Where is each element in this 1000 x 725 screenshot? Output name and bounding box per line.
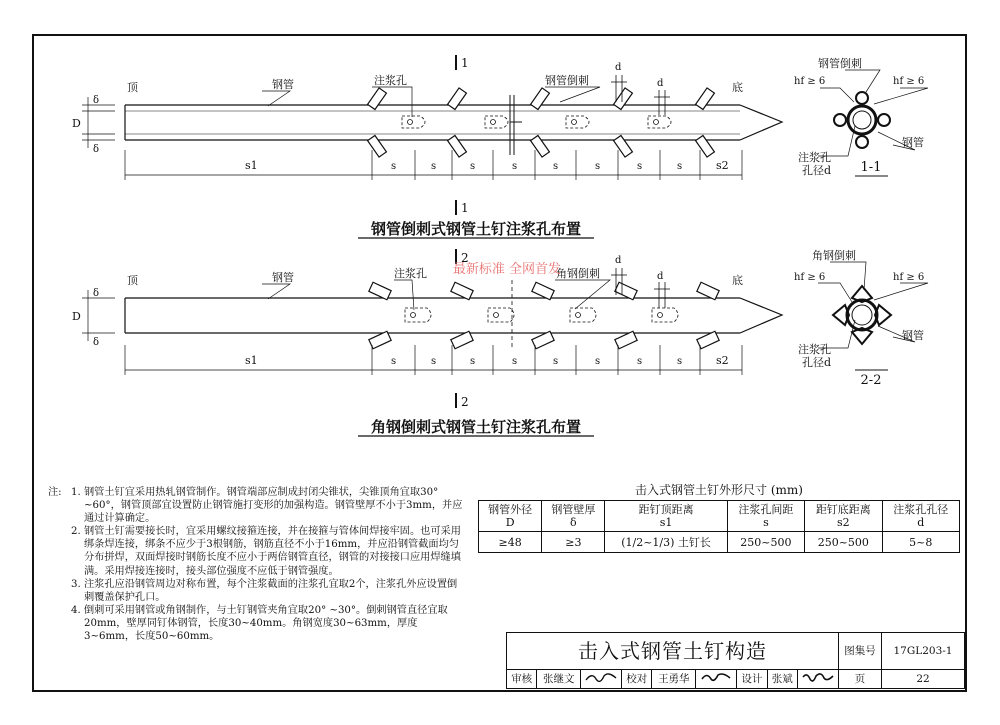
section2-label-hf-right: hf ≥ 6 (893, 272, 925, 283)
section2-label-grout-hole: 注浆孔 (798, 343, 831, 356)
header-cell (479, 501, 542, 532)
label-s-1h: s (677, 161, 683, 172)
header-name: 钢管外径 (488, 503, 533, 516)
reviewer-signature (581, 670, 622, 689)
signature-mark (699, 671, 733, 683)
caption-2: 角钢倒刺式钢管土钉注浆孔布置 (370, 418, 582, 436)
note-item: 1. 钢管土钉宜采用热轧钢管制作。钢管端部应制成封闭尖锥状，尖锥顶角宜取30° ~60°，钢管顶部宜设置防止钢管施打变形的加强构造。钢管壁厚不小于3mm，并应通过计算确定。 (84, 486, 463, 525)
header-cell (605, 501, 727, 532)
label-barb-2: 角钢倒刺 (556, 267, 600, 280)
dimension-table-block (478, 480, 960, 553)
label-grout-hole-2: 注浆孔 (394, 267, 427, 280)
title-block (506, 632, 965, 689)
label-s2-1: s2 (716, 159, 729, 172)
label-d-1a: d (615, 62, 622, 73)
designer-name: 张斌 (767, 670, 797, 689)
note-item: 2. 钢管土钉需要接长时，宜采用螺纹接箍连接，并在接箍与管体间焊接牢固。也可采用绑条焊连接，绑条不应少于3根钢筋，钢筋直径不小于16mm，并应沿钢管截面均匀分布拼焊，双面焊接时钢筋长度不应小于两倍钢管直径，钢管的对接接口应用焊缝填满。采用焊接连接时，接头部位强度不应低于钢管强度。 (84, 525, 463, 577)
label-pipe-2: 钢管 (272, 271, 294, 284)
label-bottom-2: 底 (732, 274, 743, 287)
header-name: 钢管壁厚 (551, 503, 596, 516)
label-s-1f: s (595, 161, 601, 172)
review-label: 审核 (507, 670, 537, 689)
header-symbol: s2 (836, 516, 850, 529)
section1-label-hole-dia: 孔径d (802, 164, 832, 177)
label-top-2: 顶 (127, 274, 138, 287)
label-bottom-1: 底 (732, 81, 743, 94)
page-number: 22 (882, 670, 965, 689)
label-s-1d: s (512, 161, 518, 172)
table-cell: 250~500 (805, 532, 882, 553)
leader-lines-2 (262, 280, 610, 310)
header-cell (882, 501, 959, 532)
barbs-1 (368, 88, 715, 157)
label-grout-hole-1: 注浆孔 (374, 74, 407, 87)
notes-block (48, 486, 463, 643)
design-label: 设计 (737, 670, 767, 689)
leader-lines-1 (262, 87, 600, 117)
label-pipe-1: 钢管 (272, 78, 294, 91)
section2-label-hole-dia: 孔径d (802, 356, 832, 369)
label-D-1: D (72, 117, 81, 130)
checker-name: 王勇华 (652, 670, 696, 689)
title-block-table (506, 632, 965, 689)
note-item: 4. 倒刺可采用钢管或角钢制作，与土钉钢管夹角宜取20° ~30°。倒刺钢管直径宜取20mm，壁厚同钉体钢管，长度30~40mm。角钢宽度30~63mm，厚度3~6mm，长度50~60mm。 (84, 604, 463, 643)
header-cell (542, 501, 605, 532)
section2-title: 2-2 (860, 373, 882, 388)
table-header-row (479, 501, 960, 532)
label-s-2c: s (470, 356, 476, 367)
header-name: 距钉顶距离 (638, 503, 694, 516)
table-cell: (1/2~1/3) 土钉长 (605, 532, 727, 553)
section1-label-hf-right: hf ≥ 6 (893, 76, 925, 87)
section2-label-hf-left: hf ≥ 6 (794, 272, 826, 283)
header-symbol: d (917, 516, 925, 529)
section2-label-pipe: 钢管 (902, 329, 924, 342)
label-s1-2: s1 (245, 354, 258, 367)
drawing-1 (82, 55, 782, 238)
label-s-2g: s (637, 356, 643, 367)
label-s-2f: s (595, 356, 601, 367)
header-symbol: s1 (659, 516, 673, 529)
label-top-1: 顶 (127, 81, 138, 94)
section1-label-grout-hole: 注浆孔 (798, 151, 831, 164)
dimension-table-title: 击入式钢管土钉外形尺寸 (mm) (635, 483, 803, 497)
label-D-2: D (72, 310, 81, 323)
check-label: 校对 (622, 670, 652, 689)
label-s-2e: s (553, 356, 559, 367)
header-cell (727, 501, 804, 532)
label-s2-2: s2 (716, 354, 729, 367)
section-1-1-labels (794, 56, 924, 177)
table-cell: ≥48 (479, 532, 542, 553)
table-cell: 5~8 (882, 532, 959, 553)
header-name: 注浆孔孔径 (893, 503, 949, 516)
header-name: 注浆孔间距 (738, 503, 794, 516)
section1-title: 1-1 (860, 160, 882, 175)
checker-signature (696, 670, 737, 689)
notes-heading: 注: (48, 487, 62, 498)
drawing-title: 击入式钢管土钉构造 (507, 633, 839, 670)
label-s-1b: s (431, 161, 437, 172)
note-item: 3. 注浆孔应沿钢管周边对称布置，每个注浆截面的注浆孔宜取2个，注浆孔外应设置倒刺覆盖保护孔口。 (84, 578, 463, 604)
label-delta-2b: δ (93, 337, 100, 348)
label-delta-2a: δ (93, 288, 100, 299)
drawing-2 (82, 249, 782, 436)
header-symbol: D (505, 516, 515, 529)
section-mark-1-top: 1 (461, 56, 469, 70)
caption-1: 钢管倒刺式钢管土钉注浆孔布置 (370, 220, 582, 238)
label-d-2b: d (657, 271, 664, 282)
label-s-1g: s (637, 161, 643, 172)
label-s1-1: s1 (245, 159, 258, 172)
table-row (479, 532, 960, 553)
section-mark-2-top: 2 (461, 251, 469, 265)
signature-mark (584, 671, 618, 683)
label-barb-1: 钢管倒刺 (545, 74, 589, 87)
header-symbol: s (763, 516, 769, 529)
label-s-1e: s (553, 161, 559, 172)
label-delta-1b: δ (93, 144, 100, 155)
label-delta-1a: δ (93, 95, 100, 106)
header-symbol: δ (570, 516, 577, 529)
header-cell (805, 501, 882, 532)
label-d-1b: d (657, 78, 664, 89)
table-cell: 250~500 (727, 532, 804, 553)
section-mark-1-bottom: 1 (461, 201, 469, 215)
label-s-1c: s (470, 161, 476, 172)
drawing-1-labels (72, 56, 743, 238)
grout-holes-1 (402, 116, 671, 128)
grout-holes-2 (405, 308, 678, 322)
watermark-text: 最新标准 全网首发 (452, 262, 562, 277)
table-cell: ≥3 (542, 532, 605, 553)
drawing-2-labels (72, 251, 743, 436)
header-name: 距钉底距离 (815, 503, 871, 516)
designer-signature (798, 670, 839, 689)
section1-label-pipe: 钢管 (902, 136, 924, 149)
label-s-2b: s (431, 356, 437, 367)
section-mark-2-bottom: 2 (461, 395, 469, 409)
reviewer-name: 张继文 (537, 670, 581, 689)
section1-label-barb: 钢管倒刺 (818, 57, 862, 70)
dimension-table (478, 500, 960, 553)
signature-mark (801, 671, 835, 683)
label-s-2h: s (677, 356, 683, 367)
atlas-number: 17GL203-1 (882, 633, 965, 670)
label-d-2a: d (615, 255, 622, 266)
section1-label-hf-left: hf ≥ 6 (794, 76, 826, 87)
page-label: 页 (839, 670, 882, 689)
section-2-2-labels (794, 248, 924, 388)
barbs-2 (369, 282, 719, 349)
label-s-1a: s (391, 161, 397, 172)
atlas-label: 图集号 (839, 633, 882, 670)
section2-label-barb: 角钢倒刺 (812, 249, 856, 262)
label-s-2d: s (512, 356, 518, 367)
label-s-2a: s (391, 356, 397, 367)
